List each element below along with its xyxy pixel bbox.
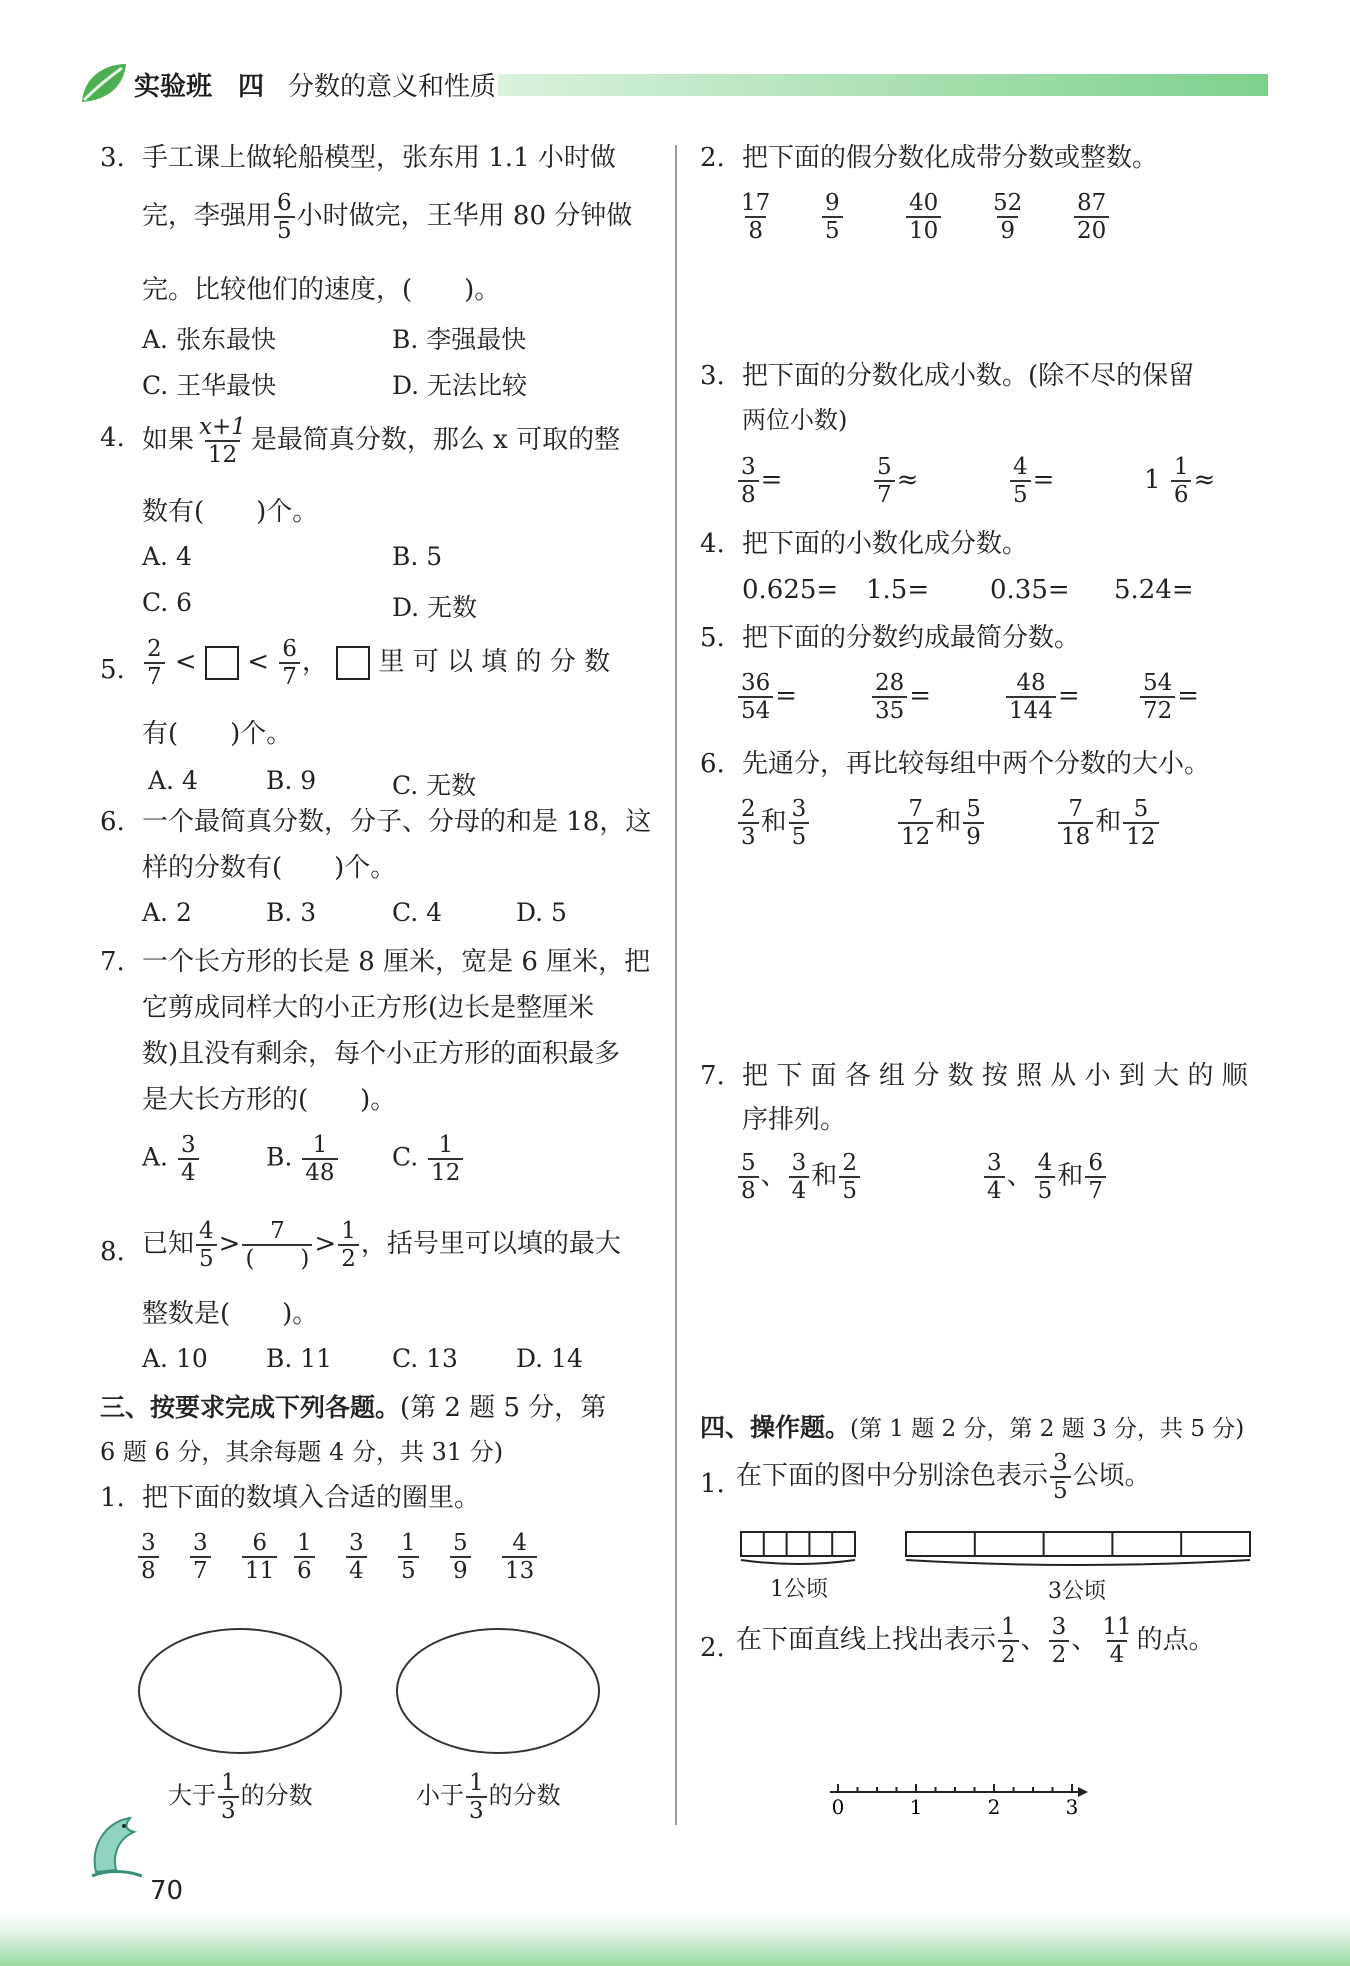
- fraction: $\frac{3}{8}$: [138, 1530, 159, 1584]
- list-item: $\frac{7}{12}$ 和 $\frac{5}{9}$: [896, 796, 986, 850]
- fraction: $\frac{5}{7}$: [874, 454, 895, 508]
- fraction: $\frac{6}{11}$: [242, 1530, 277, 1584]
- fraction: $\frac{1}{6}$: [1171, 454, 1192, 508]
- list-item: $\frac{5}{7}$ ≈: [872, 454, 918, 508]
- simplify-items: [736, 670, 1276, 730]
- fraction: $\frac{5}{9}$: [450, 1530, 471, 1584]
- question-8-line1: 已知 $\frac{4}{5}$ > $\frac{7}{( )}$ > $\frac{1}{2}$ ，括号里可以填的最大: [142, 1218, 621, 1272]
- fraction: $\frac{x+1}{12}$: [199, 414, 246, 468]
- list-item: [344, 1530, 369, 1584]
- fraction: $\frac{48}{144}$: [1006, 670, 1056, 724]
- option-a[interactable]: A. 4: [142, 542, 192, 571]
- fraction: $\frac{40}{10}$: [906, 190, 941, 244]
- fraction: $\frac{9}{5}$: [822, 190, 843, 244]
- fraction-list: [136, 1530, 656, 1590]
- list-item: 0.625=: [742, 575, 839, 605]
- option-c[interactable]: C. 13: [392, 1344, 458, 1373]
- fraction: $\frac{87}{20}$: [1074, 190, 1109, 244]
- option-a[interactable]: A. $\frac{3}{4}$: [142, 1132, 201, 1186]
- option-b[interactable]: B. 3: [266, 898, 317, 927]
- unit-number: 四: [238, 72, 265, 102]
- fraction: $\frac{28}{35}$: [872, 670, 907, 724]
- fraction: $\frac{7}{18}$: [1058, 796, 1093, 850]
- question-5: 5.: [100, 655, 125, 685]
- list-item: $\frac{2}{3}$ 和 $\frac{3}{5}$: [736, 796, 811, 850]
- fraction: $\frac{4}{5}$: [1035, 1150, 1056, 1204]
- question-3-line3: 完。比较他们的速度，( )。: [142, 275, 501, 305]
- list-item: [736, 190, 775, 244]
- r-question-4: 4.: [700, 529, 725, 559]
- fraction: $\frac{4}{13}$: [502, 1530, 537, 1584]
- list-item: [240, 1530, 279, 1584]
- s4-question-1: 1.: [700, 1469, 725, 1499]
- option-d[interactable]: D. 5: [516, 898, 567, 927]
- fraction: $\frac{5}{8}$: [738, 1150, 759, 1204]
- list-item: $\frac{48}{144}$ =: [1004, 670, 1080, 724]
- tick-label: 0: [831, 1795, 845, 1819]
- list-item: [396, 1530, 421, 1584]
- order-groups: [736, 1150, 1276, 1210]
- oval-less[interactable]: [396, 1628, 600, 1754]
- list-item: $\frac{5}{8}$ 、 $\frac{3}{4}$ 和 $\frac{2}{5}$: [736, 1150, 862, 1204]
- column-divider: [675, 145, 677, 1825]
- page-header: [78, 60, 1268, 110]
- list-item: [500, 1530, 539, 1584]
- option-c[interactable]: C. 无数: [392, 771, 477, 800]
- list-item: 1.5=: [866, 575, 930, 605]
- list-item: [988, 190, 1027, 244]
- decimal-conversion-items: [736, 454, 1276, 514]
- fraction: $\frac{1}{5}$: [398, 1530, 419, 1584]
- fraction: $\frac{3}{4}$: [984, 1150, 1005, 1204]
- s3-question-1: 1.: [100, 1483, 125, 1513]
- fraction: $\frac{52}{9}$: [993, 190, 1023, 244]
- s4-question-2: 2.: [700, 1633, 725, 1663]
- question-6: 6.: [100, 807, 125, 837]
- option-b[interactable]: B. 5: [392, 542, 443, 571]
- question-4: 4.: [100, 423, 125, 453]
- option-b[interactable]: B. 9: [266, 766, 317, 795]
- list-item: $\frac{28}{35}$ =: [870, 670, 931, 724]
- option-d[interactable]: D. 无数: [392, 593, 478, 622]
- blank-box[interactable]: [205, 646, 239, 680]
- list-item: [820, 190, 845, 244]
- list-item: [292, 1530, 317, 1584]
- caption-1-hectare: 1公顷: [770, 1577, 828, 1602]
- fraction-conversion-items: [742, 572, 1282, 608]
- number-line[interactable]: [830, 1780, 1090, 1820]
- option-b[interactable]: B. 11: [266, 1344, 333, 1373]
- leaf-logo-icon: [78, 60, 130, 106]
- tick-label: 3: [1065, 1795, 1079, 1819]
- list-item: $\frac{36}{54}$ =: [736, 670, 797, 724]
- option-a[interactable]: A. 4: [148, 766, 198, 795]
- fraction: $\frac{2}{3}$: [738, 796, 759, 850]
- fraction: $\frac{1}{6}$: [294, 1530, 315, 1584]
- question-4-line2: 数有( )个。: [142, 497, 319, 527]
- r-question-5: 5.: [700, 623, 725, 653]
- list-item: [136, 1530, 161, 1584]
- unit-title: 分数的意义和性质: [288, 72, 497, 102]
- section-3-heading: 三、按要求完成下列各题。(第 2 题 5 分，第: [100, 1393, 607, 1423]
- oval-caption-greater: 大于 $\frac{1}{3}$ 的分数: [168, 1770, 313, 1824]
- book-title: 实验班: [134, 72, 213, 102]
- fraction: $\frac{4}{5}$: [1010, 454, 1031, 508]
- blank-box[interactable]: [336, 646, 370, 680]
- question-3: 3. 手工课上做轮船模型，张东用 1.1 小时做: [100, 143, 616, 173]
- option-a[interactable]: A. 2: [142, 898, 192, 927]
- option-d[interactable]: D. 14: [516, 1344, 583, 1373]
- question-5-line2: 有( )个。: [142, 719, 293, 749]
- fraction: $\frac{7}{12}$: [898, 796, 933, 850]
- list-item: [1072, 190, 1111, 244]
- fraction: $\frac{3}{5}$: [789, 796, 810, 850]
- list-item: 0.35=: [990, 575, 1070, 605]
- section-4-heading: 四、操作题。(第 1 题 2 分，第 2 题 3 分，共 5 分): [700, 1413, 1245, 1442]
- fraction: $\frac{6}{7}$: [1085, 1150, 1106, 1204]
- r-question-7: 7.: [700, 1061, 725, 1091]
- fraction: $\frac{54}{72}$: [1140, 670, 1175, 724]
- question-3-line2: 完，李强用 $\frac{6}{5}$ 小时做完，王华用 80 分钟做: [142, 190, 633, 244]
- option-b[interactable]: B. 李强最快: [392, 325, 527, 354]
- list-item: 5.24=: [1114, 575, 1194, 605]
- list-item: $\frac{54}{72}$ =: [1138, 670, 1199, 724]
- question-5-line1: $\frac{2}{7}$ < < $\frac{6}{7}$ ， 里 可 以 填 的 分 数: [142, 636, 610, 690]
- list-item: $\frac{3}{4}$ 、 $\frac{4}{5}$ 和 $\frac{6}{7}$: [982, 1150, 1108, 1204]
- question-8: 8.: [100, 1237, 125, 1267]
- option-b[interactable]: B. $\frac{1}{48}$: [266, 1132, 340, 1186]
- fraction: $\frac{36}{54}$: [738, 670, 773, 724]
- option-c[interactable]: C. $\frac{1}{12}$: [392, 1132, 465, 1186]
- option-c[interactable]: C. 6: [142, 588, 193, 617]
- fraction: $\frac{3}{4}$: [789, 1150, 810, 1204]
- list-item: $\frac{3}{8}$ =: [736, 454, 782, 508]
- hectare-bars[interactable]: [740, 1530, 1260, 1570]
- fraction: $\frac{3}{7}$: [190, 1530, 211, 1584]
- fraction: $\frac{6}{5}$: [274, 190, 295, 244]
- page-number: 70: [150, 1876, 184, 1906]
- list-item: 1 $\frac{1}{6}$ ≈: [1144, 454, 1216, 508]
- list-item: [188, 1530, 213, 1584]
- list-item: $\frac{4}{5}$ =: [1008, 454, 1054, 508]
- option-d[interactable]: D. 无法比较: [392, 371, 528, 400]
- fraction-list: [736, 190, 1256, 250]
- fraction: $\frac{3}{8}$: [738, 454, 759, 508]
- option-c[interactable]: C. 4: [392, 898, 443, 927]
- tick-label: 2: [987, 1795, 1001, 1819]
- option-c[interactable]: C. 王华最快: [142, 371, 277, 400]
- caption-3-hectare: 3公顷: [1048, 1579, 1106, 1604]
- option-a[interactable]: A. 张东最快: [142, 325, 276, 354]
- list-item: [448, 1530, 473, 1584]
- header-stripe: [498, 74, 1268, 96]
- r-question-2: 2.: [700, 143, 725, 173]
- tick-label: 1: [909, 1795, 923, 1819]
- fraction: $\frac{17}{8}$: [741, 190, 771, 244]
- fraction: $\frac{5}{9}$: [963, 796, 984, 850]
- option-a[interactable]: A. 10: [142, 1344, 208, 1373]
- fraction: $\frac{5}{12}$: [1123, 796, 1158, 850]
- question-4-line1: 如果 $\frac{x+1}{12}$ 是最简真分数，那么 x 可取的整: [142, 414, 621, 468]
- fraction: $\frac{3}{4}$: [346, 1530, 367, 1584]
- footer-wave: [0, 1912, 1350, 1966]
- question-7: 7.: [100, 947, 125, 977]
- oval-caption-less: 小于 $\frac{1}{3}$ 的分数: [416, 1770, 561, 1824]
- list-item: $\frac{7}{18}$ 和 $\frac{5}{12}$: [1056, 796, 1161, 850]
- axis-arrow: [1078, 1787, 1088, 1797]
- r-question-6: 6.: [700, 749, 725, 779]
- fraction: $\frac{2}{5}$: [839, 1150, 860, 1204]
- compare-pairs: [736, 796, 1276, 856]
- r-question-3: 3.: [700, 361, 725, 391]
- list-item: [904, 190, 943, 244]
- oval-greater[interactable]: [138, 1628, 342, 1754]
- dolphin-mascot-icon: [86, 1812, 148, 1882]
